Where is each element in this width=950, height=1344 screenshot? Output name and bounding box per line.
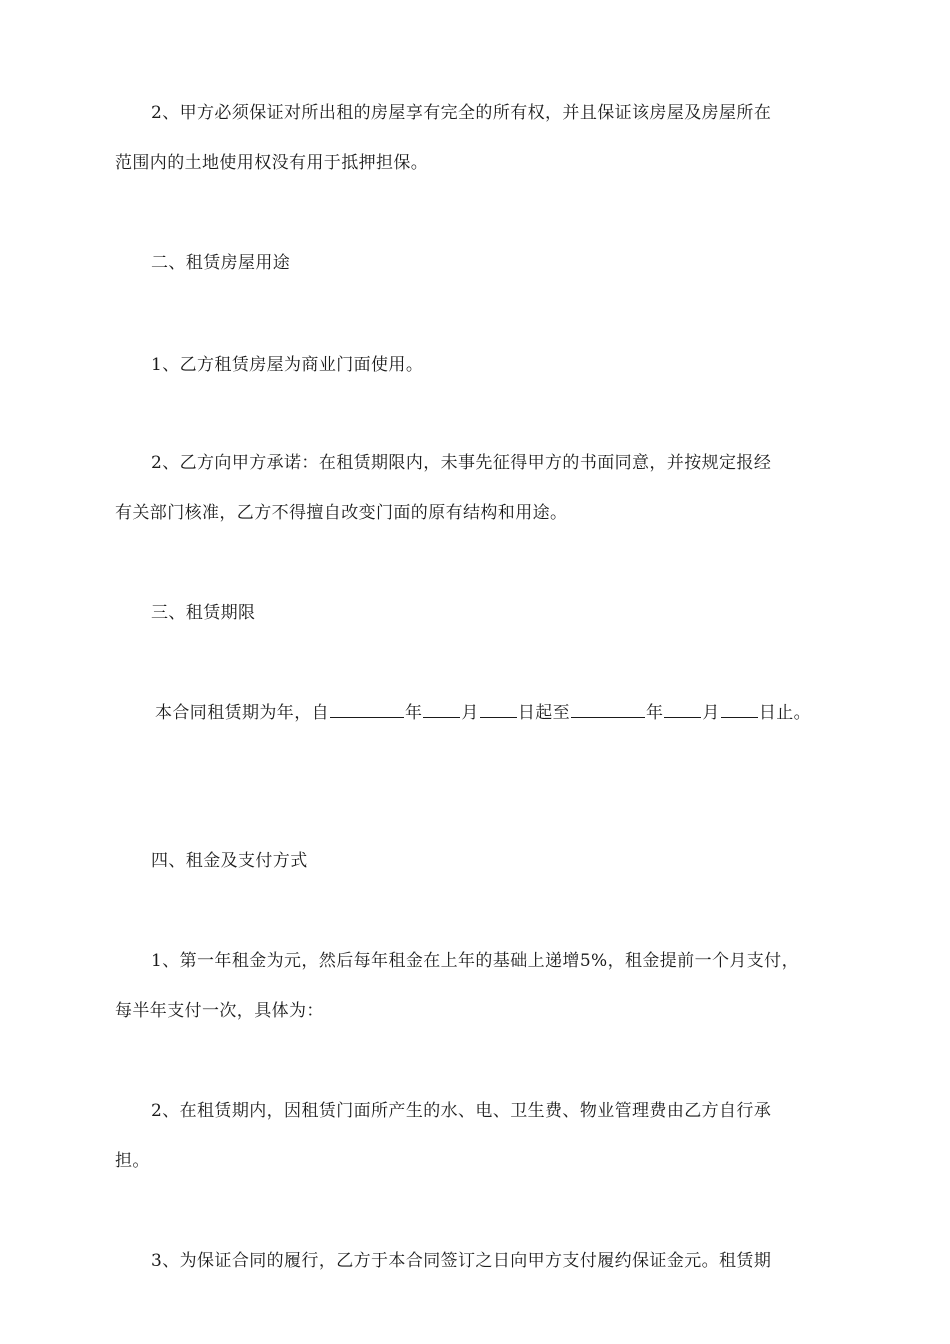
- text-line: 有关部门核准，乙方不得擅自改变门面的原有结构和用途。: [115, 503, 568, 523]
- text-line: 担。: [115, 1151, 150, 1171]
- blank-year-end: [571, 716, 645, 718]
- paragraph-deposit: 3、为保证合同的履行，乙方于本合同签订之日向甲方支付履约保证金元。租赁期: [151, 1251, 772, 1271]
- section-heading-rent: 四、租金及支付方式: [151, 851, 308, 871]
- text-line: 2、在租赁期内，因租赁门面所产生的水、电、卫生费、物业管理费由乙方自行承: [151, 1101, 772, 1121]
- term-prefix: 本合同租赁期为年，自: [155, 703, 329, 723]
- text-line: 范围内的土地使用权没有用于抵押担保。: [115, 153, 429, 173]
- text-line: 每半年支付一次，具体为：: [115, 1001, 324, 1021]
- text-line: 2、甲方必须保证对所出租的房屋享有完全的所有权，并且保证该房屋及房屋所在: [151, 103, 772, 123]
- term-day-2: 日止。: [758, 703, 812, 723]
- paragraph-rent-amount: [115, 936, 840, 1036]
- blank-day-start: [480, 716, 517, 718]
- section-heading-usage: 二、租赁房屋用途: [151, 253, 291, 273]
- blank-year-start: [330, 716, 404, 718]
- section-heading-term: 三、租赁期限: [151, 603, 256, 623]
- term-month-1: 月: [461, 703, 479, 723]
- term-month-2: 月: [702, 703, 720, 723]
- term-year-2: 年: [646, 703, 664, 723]
- text-line: 2、乙方向甲方承诺：在租赁期限内，未事先征得甲方的书面同意，并按规定报经: [151, 453, 772, 473]
- paragraph-landlord-guarantee: [115, 88, 840, 188]
- blank-month-start: [423, 716, 460, 718]
- blank-month-end: [664, 716, 701, 718]
- paragraph-lease-term: [155, 688, 880, 738]
- term-day-1: 日起至: [517, 703, 571, 723]
- text-line: 1、第一年租金为元，然后每年租金在上年的基础上递增5%，租金提前一个月支付，: [151, 951, 799, 971]
- paragraph-utility-fees: [115, 1086, 840, 1186]
- paragraph-commercial-use: 1、乙方租赁房屋为商业门面使用。: [151, 355, 424, 375]
- paragraph-tenant-promise: [115, 438, 840, 538]
- term-year-1: 年: [405, 703, 423, 723]
- blank-day-end: [721, 716, 758, 718]
